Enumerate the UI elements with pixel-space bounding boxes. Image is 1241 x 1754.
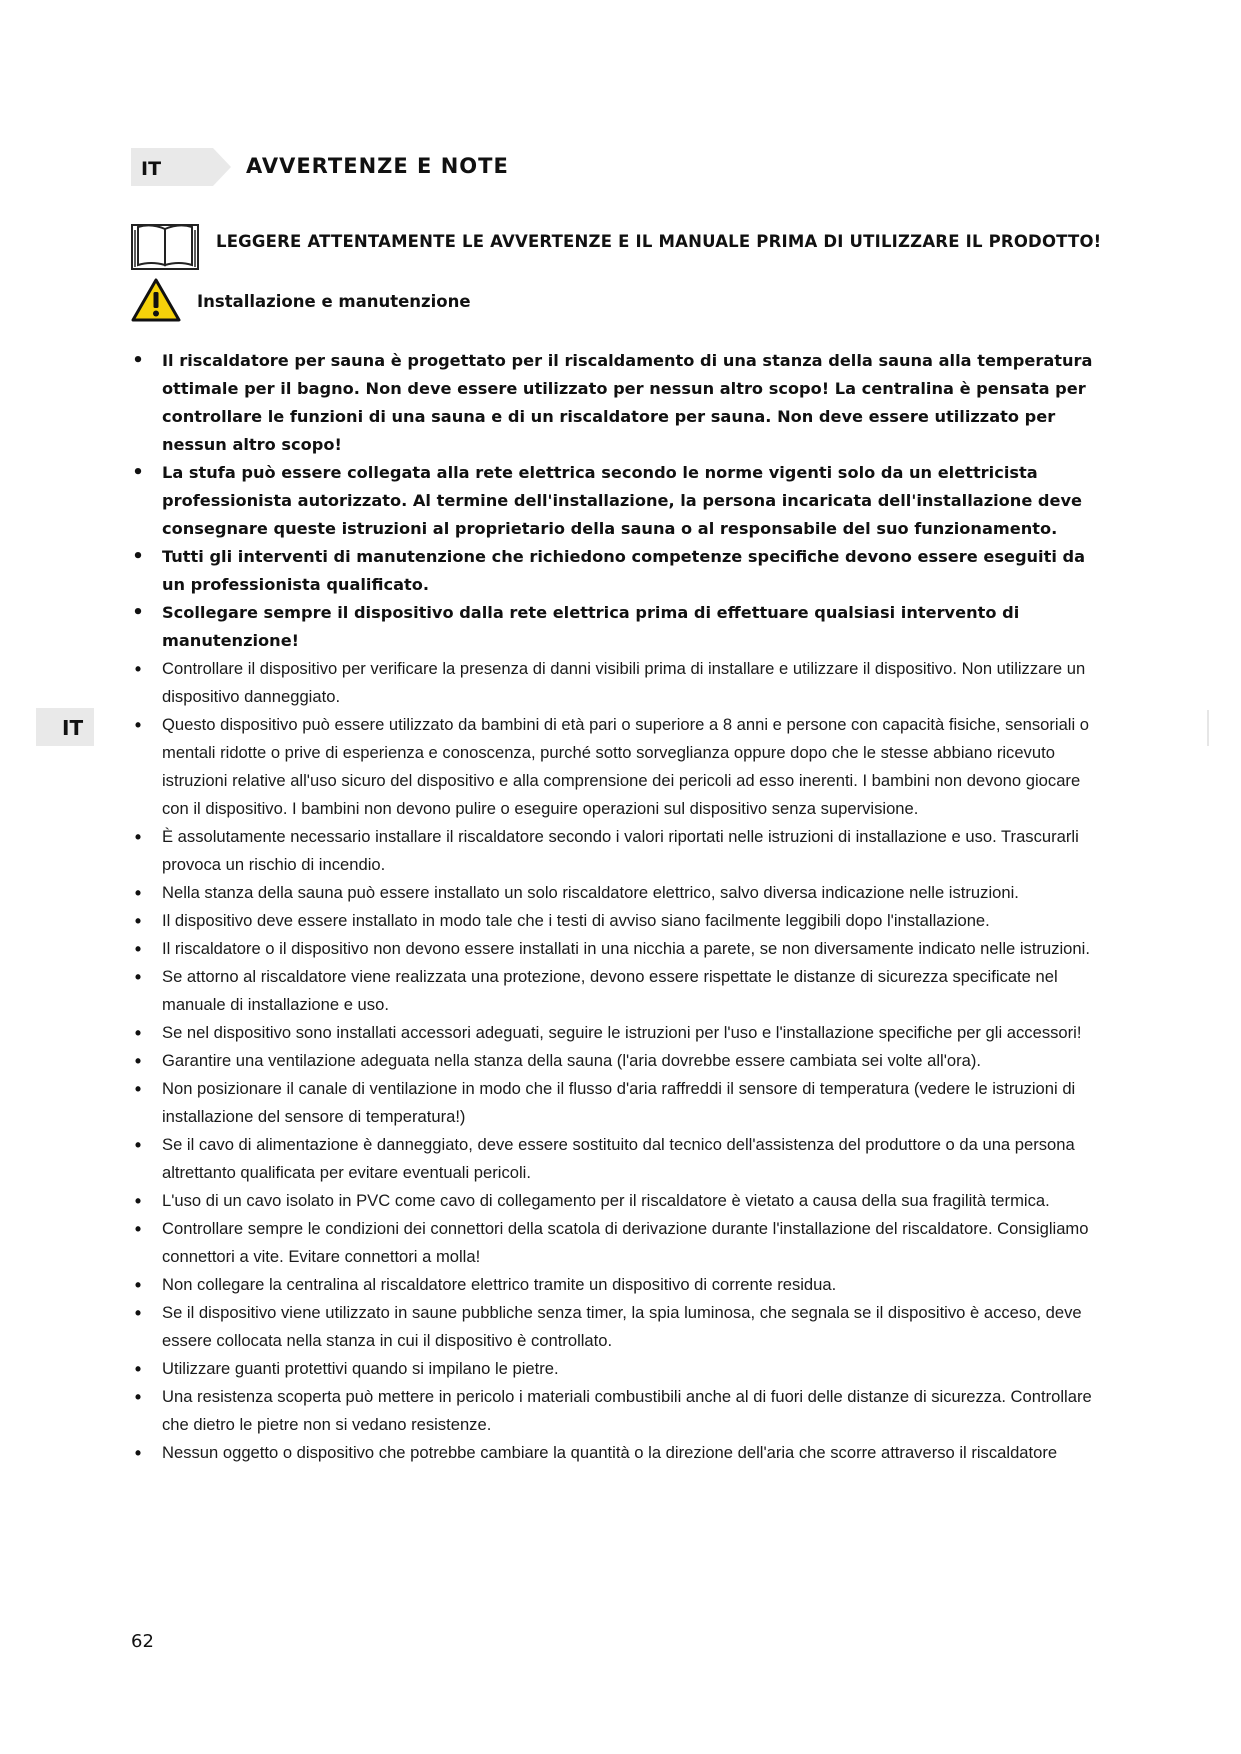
list-item xyxy=(131,823,1101,879)
list-item xyxy=(131,543,1101,599)
bullet-dot: • xyxy=(132,462,144,483)
list-item xyxy=(131,1383,1101,1439)
list-item xyxy=(131,347,1101,459)
list-item xyxy=(131,1131,1101,1187)
list-item-text: Tutti gli interventi di manutenzione che richiedono competenze specifiche devono essere eseguiti da un professionista qualificato. xyxy=(162,547,1086,594)
list-item-text: Se nel dispositivo sono installati accessori adeguati, seguire le istruzioni per l'uso e l'installazione specifiche per gli accessori! xyxy=(162,1023,1082,1042)
side-language-label: IT xyxy=(62,716,84,740)
list-item xyxy=(131,963,1101,1019)
bullet-dot: • xyxy=(134,1051,142,1071)
list-item-text: Se il cavo di alimentazione è danneggiato, deve essere sostituito dal tecnico dell'assistenza del produttore o da una persona altrettanto qualificata per evitare eventuali pericoli. xyxy=(162,1135,1075,1182)
list-item xyxy=(131,1355,1101,1383)
list-item xyxy=(131,1019,1101,1047)
bullet-dot: • xyxy=(134,1135,142,1155)
list-item-text: Il riscaldatore o il dispositivo non devono essere installati in una nicchia a parete, se non diversamente indicato nelle istruzioni. xyxy=(162,939,1090,958)
bullet-dot: • xyxy=(134,1443,142,1463)
list-item xyxy=(131,459,1101,543)
bullet-dot: • xyxy=(134,1359,142,1379)
list-item xyxy=(131,879,1101,907)
list-item-text: L'uso di un cavo isolato in PVC come cavo di collegamento per il riscaldatore è vietato a causa della sua fragilità termica. xyxy=(162,1191,1050,1210)
bullet-dot: • xyxy=(134,827,142,847)
bullet-dot: • xyxy=(134,1275,142,1295)
section-title: AVVERTENZE E NOTE xyxy=(246,154,509,178)
bullet-dot: • xyxy=(134,715,142,735)
list-item xyxy=(131,711,1101,823)
manual-book-icon xyxy=(131,220,199,270)
bullet-dot: • xyxy=(132,546,144,567)
list-item-text: Il riscaldatore per sauna è progettato per il riscaldamento di una stanza della sauna alla temperatura ottimale per il bagno. Non deve essere utilizzato per nessun altro scopo! La centralina è pensata per controllare le funzioni di una sauna e di un riscaldatore per sauna. Non deve essere utilizzato per nessun altro scopo! xyxy=(162,351,1093,454)
list-item xyxy=(131,1215,1101,1271)
list-item xyxy=(131,907,1101,935)
list-item-text: Garantire una ventilazione adeguata nella stanza della sauna (l'aria dovrebbe essere cambiata sei volte all'ora). xyxy=(162,1051,982,1070)
page-edge-mark xyxy=(1207,710,1209,746)
list-item xyxy=(131,935,1101,963)
bullet-dot: • xyxy=(134,659,142,679)
bullet-dot: • xyxy=(134,1079,142,1099)
list-item xyxy=(131,1439,1101,1467)
list-item xyxy=(131,1271,1101,1299)
bullet-dot: • xyxy=(132,602,144,623)
list-item-text: Controllare sempre le condizioni dei connettori della scatola di derivazione durante l'installazione del riscaldatore. Consigliamo connettori a vite. Evitare connettori a molla! xyxy=(162,1219,1089,1266)
subsection-title: Installazione e manutenzione xyxy=(197,292,471,311)
list-item xyxy=(131,655,1101,711)
list-item-text: Il dispositivo deve essere installato in modo tale che i testi di avviso siano facilmente leggibili dopo l'installazione. xyxy=(162,911,990,930)
bullet-dot: • xyxy=(134,939,142,959)
bullet-dot: • xyxy=(134,1387,142,1407)
list-item-text: Questo dispositivo può essere utilizzato da bambini di età pari o superiore a 8 anni e persone con capacità fisiche, sensoriali o mentali ridotte o prive di esperienza e conoscenza, purché sotto sorveglianza oppure dopo che le stesse abbiano ricevuto istruzioni relative all'uso sicuro del dispositivo e alla comprensione dei pericoli ad esso inerenti. I bambini non devono giocare con il dispositivo. I bambini non devono pulire o eseguire operazioni sul dispositivo senza supervisione. xyxy=(162,715,1090,818)
bullet-dot: • xyxy=(134,1303,142,1323)
page-number: 62 xyxy=(131,1631,154,1652)
list-item-text: Utilizzare guanti protettivi quando si impilano le pietre. xyxy=(162,1359,559,1378)
bullet-dot: • xyxy=(134,911,142,931)
list-item-text: Scollegare sempre il dispositivo dalla rete elettrica prima di effettuare qualsiasi intervento di manutenzione! xyxy=(162,603,1020,650)
bullet-dot: • xyxy=(132,350,144,371)
read-warning-heading: LEGGERE ATTENTAMENTE LE AVVERTENZE E IL MANUALE PRIMA DI UTILIZZARE IL PRODOTTO! xyxy=(216,232,1102,251)
list-item-text: Se il dispositivo viene utilizzato in saune pubbliche senza timer, la spia luminosa, che segnala se il dispositivo è acceso, deve essere collocata nella stanza in cui il dispositivo è controllato. xyxy=(162,1303,1082,1350)
bullet-dot: • xyxy=(134,883,142,903)
list-item-text: Nella stanza della sauna può essere installato un solo riscaldatore elettrico, salvo diversa indicazione nelle istruzioni. xyxy=(162,883,1019,902)
list-item-text: La stufa può essere collegata alla rete elettrica secondo le norme vigenti solo da un elettricista professionista autorizzato. Al termine dell'installazione, la persona incaricata dell'installazione deve consegnare queste istruzioni al proprietario della sauna o al responsabile del suo funzionamento. xyxy=(162,463,1083,538)
list-item xyxy=(131,1075,1101,1131)
list-item-text: Una resistenza scoperta può mettere in pericolo i materiali combustibili anche al di fuori delle distanze di sicurezza. Controllare che dietro le pietre non si vedano resistenze. xyxy=(162,1387,1092,1434)
list-item xyxy=(131,1299,1101,1355)
bullet-dot: • xyxy=(134,1023,142,1043)
bullet-dot: • xyxy=(134,1219,142,1239)
language-tag xyxy=(131,148,231,186)
list-item-text: Non posizionare il canale di ventilazione in modo che il flusso d'aria raffreddi il sensore di temperatura (vedere le istruzioni di installazione del sensore di temperatura!) xyxy=(162,1079,1076,1126)
warning-triangle-icon xyxy=(131,278,181,322)
list-item-text: Controllare il dispositivo per verificare la presenza di danni visibili prima di installare e utilizzare il dispositivo. Non utilizzare un dispositivo danneggiato. xyxy=(162,659,1086,706)
bullet-dot: • xyxy=(134,967,142,987)
bullet-dot: • xyxy=(134,1191,142,1211)
list-item-text: È assolutamente necessario installare il riscaldatore secondo i valori riportati nelle istruzioni di installazione e uso. Trascurarli provoca un rischio di incendio. xyxy=(162,827,1079,874)
list-item xyxy=(131,599,1101,655)
list-item-text: Se attorno al riscaldatore viene realizzata una protezione, devono essere rispettate le distanze di sicurezza specificate nel manuale di installazione e uso. xyxy=(162,967,1058,1014)
list-item-text: Nessun oggetto o dispositivo che potrebbe cambiare la quantità o la direzione dell'aria che scorre attraverso il riscaldatore xyxy=(162,1443,1058,1462)
list-item-text: Non collegare la centralina al riscaldatore elettrico tramite un dispositivo di corrente residua. xyxy=(162,1275,837,1294)
list-item xyxy=(131,1047,1101,1075)
side-language-tab xyxy=(36,708,94,746)
list-item xyxy=(131,1187,1101,1215)
language-tag-label: IT xyxy=(141,158,162,180)
warnings-list xyxy=(131,347,1101,1467)
